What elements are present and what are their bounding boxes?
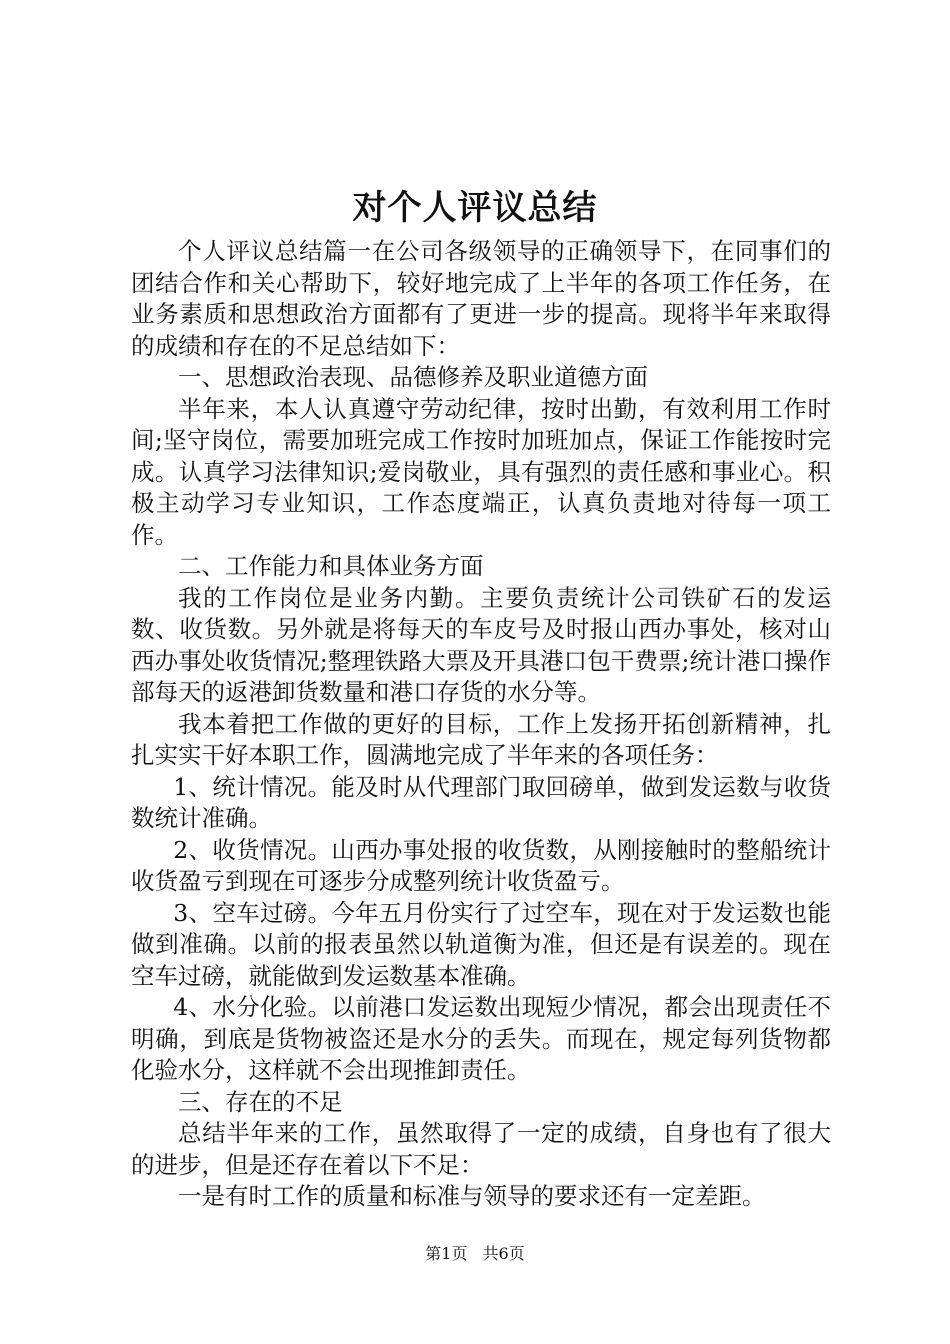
list-item: 1、统计情况。能及时从代理部门取回磅单，做到发运数与收货数统计准确。 <box>131 772 831 832</box>
page-count: 共6页 <box>482 1244 525 1263</box>
page-footer <box>0 1243 950 1265</box>
list-item: 4、水分化验。以前港口发运数出现短少情况，都会出现责任不明确，到底是货物被盗还是水分的丢失。而现在，规定每列货物都化验水分，这样就不会出现推卸责任。 <box>131 993 831 1084</box>
section-heading-1: 一、思想政治表现、品德修养及职业道德方面 <box>178 363 648 391</box>
document-title: 对个人评议总结 <box>352 188 598 228</box>
paragraph: 一是有时工作的质量和标准与领导的要求还有一定差距。 <box>178 1182 766 1210</box>
paragraph: 总结半年来的工作，虽然取得了一定的成绩，自身也有了很大的进步，但是还存在着以下不足： <box>131 1119 831 1179</box>
paragraph: 半年来，本人认真遵守劳动纪律，按时出勤，有效利用工作时间;坚守岗位，需要加班完成工作按时加班加点，保证工作能按时完成。认真学习法律知识;爱岗敬业，具有强烈的责任感和事业心。积极主动学习专业知识，工作态度端正，认真负责地对待每一项工作。 <box>131 394 831 549</box>
page-number: 第1页 <box>425 1244 468 1263</box>
paragraph: 我本着把工作做的更好的目标，工作上发扬开拓创新精神，扎扎实实干好本职工作，圆满地完成了半年来的各项任务： <box>131 709 831 769</box>
section-heading-3: 三、存在的不足 <box>178 1087 343 1116</box>
document-body <box>131 236 831 1213</box>
paragraph-intro: 个人评议总结篇一在公司各级领导的正确领导下，在同事们的团结合作和关心帮助下，较好地完成了上半年的各项工作任务，在业务素质和思想政治方面都有了更进一步的提高。现将半年来取得的成绩和存在的不足总结如下： <box>131 237 831 360</box>
paragraph: 我的工作岗位是业务内勤。主要负责统计公司铁矿石的发运数、收货数。另外就是将每天的车皮号及时报山西办事处，核对山西办事处收货情况;整理铁路大票及开具港口包干费票;统计港口操作部每天的返港卸货数量和港口存货的水分等。 <box>131 583 831 706</box>
list-item: 2、收货情况。山西办事处报的收货数，从刚接触时的整船统计收货盈亏到现在可逐步分成整列统计收货盈亏。 <box>131 835 831 895</box>
list-item: 3、空车过磅。今年五月份实行了过空车，现在对于发运数也能做到准确。以前的报表虽然以轨道衡为准，但还是有误差的。现在空车过磅，就能做到发运数基本准确。 <box>131 898 831 990</box>
section-heading-2: 二、工作能力和具体业务方面 <box>178 552 484 580</box>
